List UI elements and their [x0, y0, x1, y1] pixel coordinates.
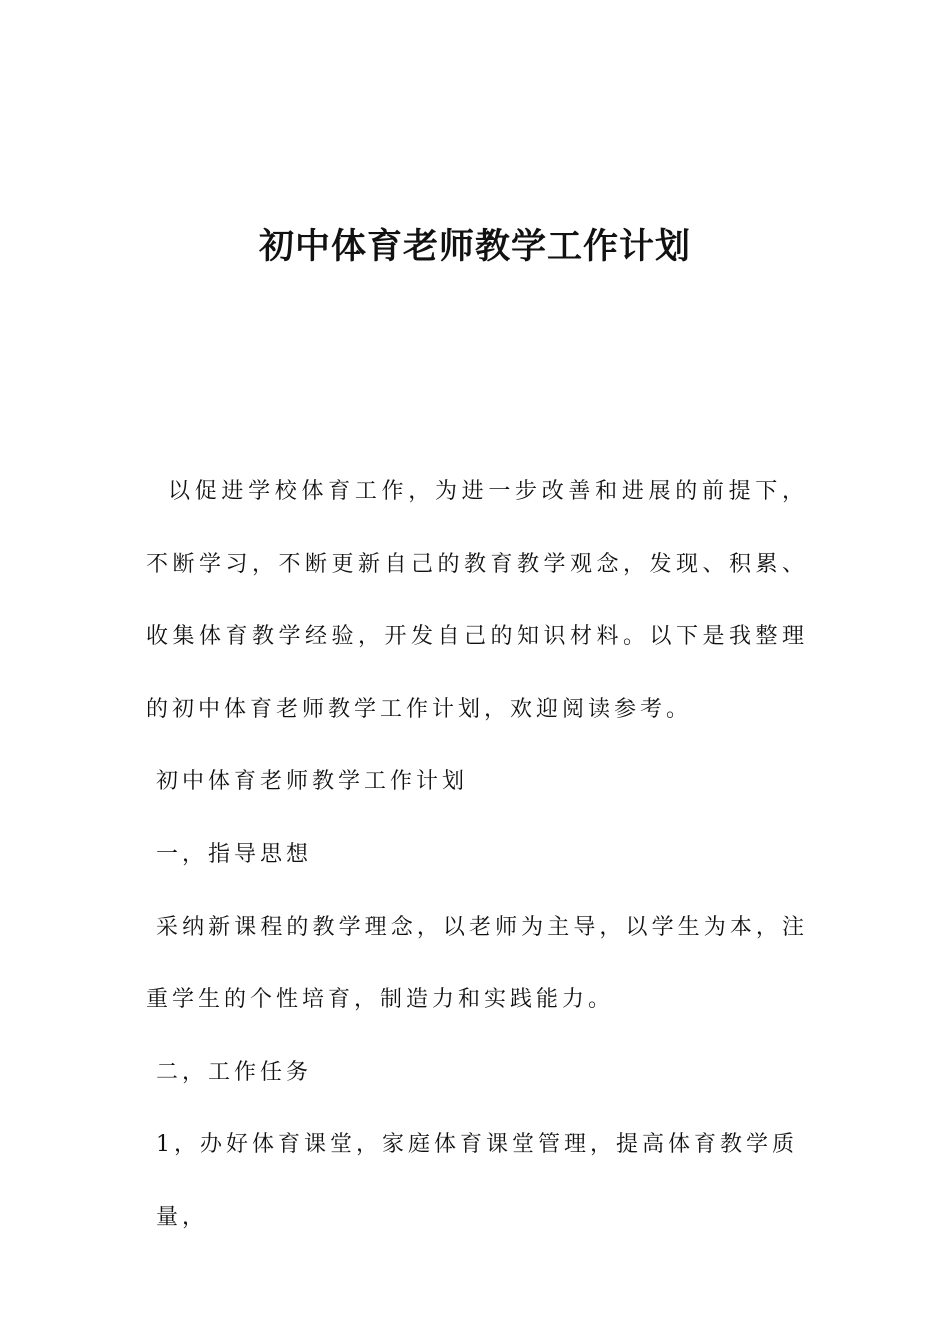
section-heading-work-tasks: 二，工作任务 [156, 1059, 313, 1085]
document-body [146, 456, 808, 1255]
subtitle-line: 初中体育老师教学工作计划 [156, 769, 469, 795]
section-heading-guiding-ideology: 一，指导思想 [156, 841, 313, 867]
work-task-item-1: 1，办好体育课堂，家庭体育课堂管理，提高体育教学质量， [156, 1132, 798, 1230]
document-title: 初中体育老师教学工作计划 [258, 227, 691, 267]
section-body-guiding-ideology: 采纳新课程的教学理念，以老师为主导，以学生为本，注重学生的个性培育，制造力和实践能力。 [146, 914, 808, 1013]
intro-paragraph: 以促进学校体育工作，为进一步改善和进展的前提下，不断学习，不断更新自己的教育教学观念，发现、积累、收集体育教学经验，开发自己的知识材料。以下是我整理的初中体育老师教学工作计划，欢迎阅读参考。 [146, 479, 808, 722]
